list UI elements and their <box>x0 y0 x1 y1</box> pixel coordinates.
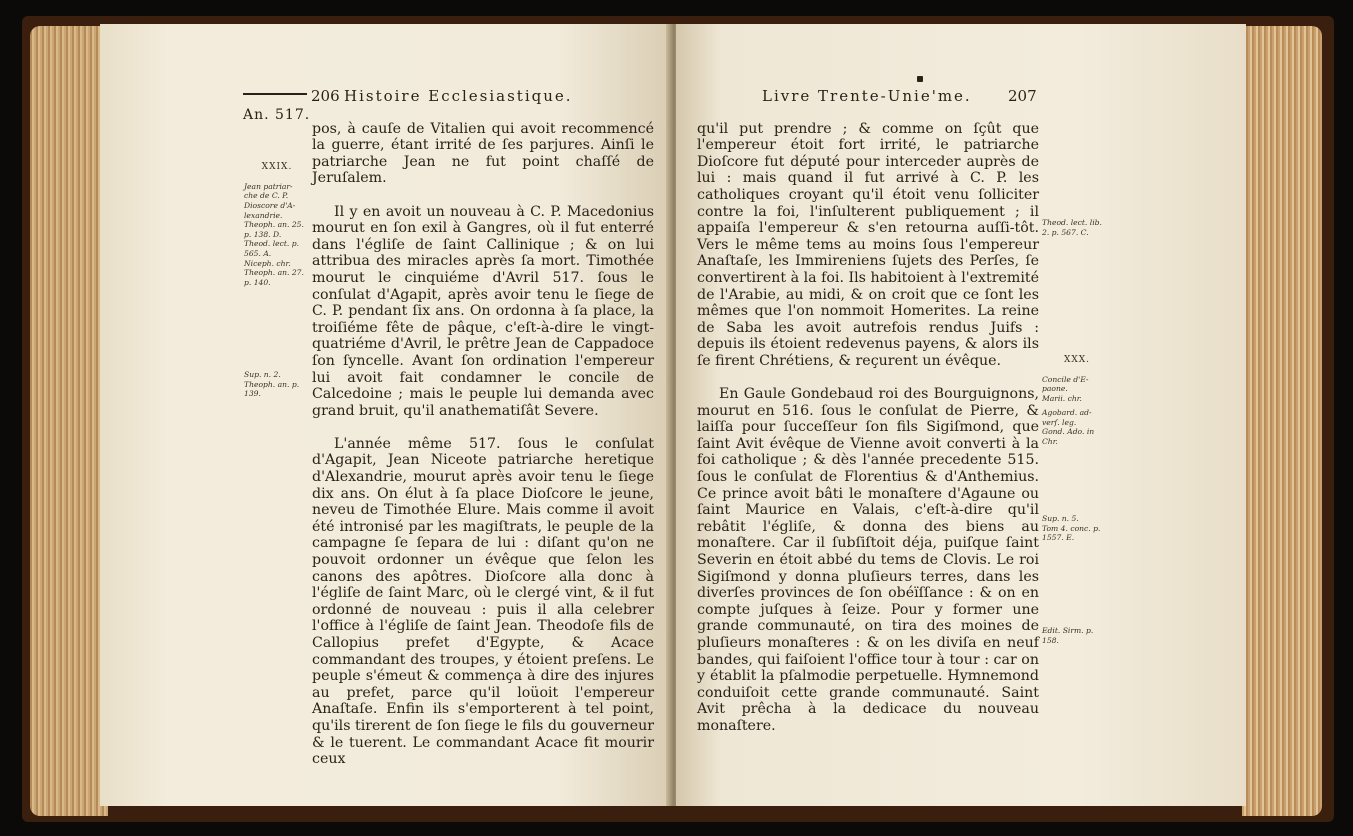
year-label: An. 517. <box>243 107 311 123</box>
left-page-number: 206 <box>311 87 340 105</box>
left-margin-note-sup: Sup. n. 2. Theoph. an. p. 139. <box>244 370 300 399</box>
right-margin-note-agobard: Agobard. ad- verſ. leg. Gond. Ado. in Chr. <box>1042 408 1095 446</box>
right-page-number: 207 <box>1008 87 1037 105</box>
paragraph: Il y en avoit un nouveau à C. P. Macedonius mourut en ſon exil à Gangres, où il fut enterré dans l'égliſe de ſaint Callinique ; & on lui attribua des miracles après ſa mort. Timothée mourut le cinquiéme d'Avril 517. ſous le conſulat d'Agapit, après avoir tenu le ſiege de C. P. pendant ſix ans. On ordonna à ſa place, la troiſiéme fête de pâque, c'eſt-à-dire le vingt-quatriéme d'Avril, le prêtre Jean de Cappadoce ſon ſyncelle. Avant ſon ordination l'empereur lui avoit fait condamner le concile de Calcedoine ; mais le peuple lui demanda avec grand bruit, qu'il anathematiſât Severe. <box>312 203 654 419</box>
right-running-header: Livre Trente-Unie'me. <box>762 87 972 105</box>
right-margin-note-edit: Edit. Sirm. p. 158. <box>1042 626 1094 645</box>
paragraph: En Gaule Gondebaud roi des Bourguignons, mourut en 516. ſous le conſulat de Pierre, & laiſſa pour ſucceſſeur ſon fils Sigiſmond, que ſaint Avit évêque de Vienne avoit converti à la foi catholique ; & dès l'année precedente 515. ſous le conſulat de Florentius & d'Anthemius. Ce prince avoit bâti le monaſtere d'Agaune ou ſaint Maurice en Valais, c'eſt-à-dire qu'il rebâtit l'égliſe, & donna des biens au monaſtere. Car il ſubſiſtoit déja, puiſque ſaint Severin en étoit abbé du tems de Clovis. Le roi Sigiſmond y donna pluſieurs terres, dans les diverſes provinces de ſon obéïſſance : & on en compte juſques à ſeize. Pour y former une grande communauté, on tira des moines de pluſieurs monaſteres : & on les diviſa en neuf bandes, qui faiſoient l'office tour à tour : car on y établit la pſalmodie perpetuelle. Hymnemond conduiſoit cette grande communauté. Saint Avit prêcha à la dedicace du nouveau monaſtere. <box>697 386 1039 734</box>
left-margin-note-29 <box>244 153 310 297</box>
right-margin-note-theod: Theod. lect. lib. 2. p. 567. C. <box>1042 218 1102 237</box>
paragraph: L'année même 517. ſous le conſulat d'Agapit, Jean Niceote patriarche heretique d'Alexandrie, mourut après avoir tenu le ſiege dix ans. On élut à ſa place Dioſcore le jeune, neveu de Timothée Elure. Mais comme il avoit été intronisé par les magiſtrats, le peuple de la campagne ſe ſepara de lui : diſant qu'on ne pouvoit ordonner un évêque que ſelon les canons des apôtres. Dioſcore alla donc à l'égliſe de ſaint Marc, où le clergé vint, & il fut ordonné de nouveau : puis il alla celebrer l'office à l'égliſe de ſaint Jean. Theodoſe fils de Callopius prefet d'Egypte, & Acace commandant des troupes, y étoient preſens. Le peuple s'émeut & commença à dire des injures au prefet, parce qu'il loüoit l'empereur Anaſtaſe. Enfin ils s'emporterent à tel point, qu'ils tirerent de ſon ſiege le fils du gouverneur & le tuerent. Le commandant Acace fit mourir ceux <box>312 435 654 768</box>
right-margin-note-sup: Sup. n. 5. Tom 4. conc. p. 1557. E. <box>1042 514 1101 543</box>
right-body-text <box>697 104 1039 751</box>
left-running-header: Histoire Ecclesiastique. <box>344 87 573 105</box>
section-note-text: Jean patriar- che de C. P. Dioscore d'A- lexandrie. Theoph. an. 25. p. 138. D. Theod. lect. p. 565. A. Niceph. chr. Theoph. an. 27. p. 140. <box>244 181 304 287</box>
left-body-text <box>312 104 654 784</box>
right-page-edges <box>1242 26 1322 816</box>
right-margin-note-30 <box>1042 346 1112 413</box>
section-note-text: Concile d'E- paone. Marii. chr. <box>1042 374 1089 403</box>
paragraph: pos, à cauſe de Vitalien qui avoit recommencé la guerre, étant irrité de ſes parjures. Ainſi le patriarche Jean ne fut point chaſſé de Jeruſalem. <box>312 120 654 187</box>
section-number: XXIX. <box>261 161 293 172</box>
year-rule <box>243 93 307 95</box>
section-number: XXX. <box>1063 354 1091 365</box>
left-page-edges <box>30 26 108 816</box>
ornament-mark <box>917 76 923 82</box>
paragraph: qu'il put prendre ; & comme on ſçût que l'empereur étoit fort irrité, le patriarche Dioſcore fut député pour interceder auprès de lui : mais quand il fut arrivé à C. P. les catholiques croyant qu'il étoit venu ſolliciter contre la foi, l'inſulterent publiquement ; il appaiſa l'empereur & s'en retourna auſſi-tôt. Vers le même tems au moins ſous l'empereur Anaſtaſe, les Immireniens ſujets des Perſes, ſe convertirent à la foi. Ils habitoient à l'extremité de l'Arabie, au midi, & on croit que ce ſont les mêmes que l'on nommoit Homerites. La reine de Saba les avoit autrefois rendus Juifs : depuis ils étoient redevenus payens, & alors ils ſe firent Chrétiens, & reçurent un évêque. <box>697 120 1039 369</box>
